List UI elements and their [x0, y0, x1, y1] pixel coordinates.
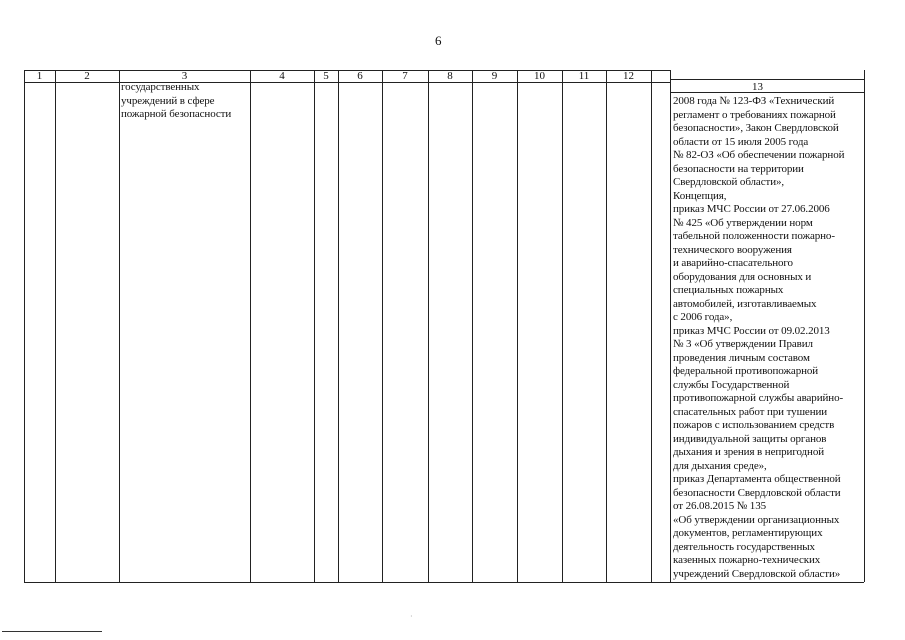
cell-line: № 425 «Об утверждении норм [673, 216, 813, 229]
cell-line: приказ МЧС России от 09.02.2013 [673, 324, 830, 337]
cell-line: Концепция, [673, 189, 727, 202]
cell-line: с 2006 года», [673, 311, 733, 323]
column-border [670, 70, 671, 582]
col13-header-top-border [670, 79, 864, 80]
cell-line: приказ МЧС России от 27.06.2006 [673, 203, 830, 215]
column-header-12: 12 [623, 70, 634, 82]
cell-line: безопасности», Закон Свердловской [673, 122, 839, 134]
cell-line: от 26.08.2015 № 135 [673, 500, 767, 512]
column-border [250, 70, 251, 582]
cell-line: табельной положенности пожарно- [673, 230, 835, 242]
column-border [119, 70, 120, 582]
cell-line: деятельность государственных [673, 540, 815, 553]
column-border [606, 70, 607, 582]
column-border [55, 70, 56, 582]
cell-line: документов, регламентирующих [673, 527, 823, 539]
column-border [864, 70, 865, 582]
cell-line: учреждений в сфере [121, 94, 215, 107]
cell-line: безопасности на территории [673, 162, 804, 175]
cell-line: для дыхания среде», [673, 459, 767, 472]
column-header-11: 11 [578, 70, 590, 82]
cell-line: проведения личным составом [673, 351, 810, 364]
cell-line: спасательных работ при тушении [673, 405, 828, 418]
cell-line: и аварийно-спасательного [673, 257, 793, 269]
column-header-6: 6 [357, 70, 363, 82]
page-number: 6 [435, 33, 442, 48]
cell-line: безопасности Свердловской области [673, 486, 841, 499]
cell-line: оборудования для основных и [673, 270, 812, 283]
cell-line: № 82-ОЗ «Об обеспечении пожарной [673, 149, 845, 161]
column-header-8: 8 [447, 70, 453, 82]
cell-line: индивидуальной защиты органов [673, 432, 827, 445]
data-table [24, 70, 864, 582]
cell-line: дыхания и зрения в непригодной [673, 446, 825, 458]
cell-line: автомобилей, изготавливаемых [673, 297, 817, 310]
column-header-2: 2 [84, 70, 90, 82]
column-header-9: 9 [491, 70, 498, 82]
column-header-4: 4 [279, 70, 285, 82]
cell-line: технического вооружения [673, 243, 792, 256]
column-header-1: 1 [36, 70, 43, 82]
cell-column-3 [121, 81, 231, 122]
cell-line: 2008 года № 123-ФЗ «Технический [673, 95, 835, 107]
column-border [651, 70, 652, 582]
column-border [428, 70, 429, 582]
cell-line: приказ Департамента общественной [673, 473, 841, 485]
column-border [314, 70, 315, 582]
column-header-3: 3 [181, 70, 188, 82]
column-header-10: 10 [534, 70, 545, 82]
column-header-13: 13 [752, 81, 763, 93]
footnote-divider [2, 631, 102, 632]
cell-line: специальных пожарных [673, 284, 784, 296]
cell-line: Свердловской области», [673, 176, 785, 188]
column-border [517, 70, 518, 582]
column-border [382, 70, 383, 582]
cell-line: № 3 «Об утверждении Правил [673, 338, 813, 350]
cell-line: пожарной безопасности [121, 108, 232, 120]
cell-line: государственных [121, 81, 200, 93]
column-border [338, 70, 339, 582]
column-border [24, 70, 25, 582]
cell-line: пожаров с использованием средств [673, 419, 835, 431]
cell-line: «Об утверждении организационных [673, 513, 840, 526]
table-bottom-border [24, 582, 864, 583]
cell-line: учреждений Свердловской области» [673, 567, 841, 580]
column-border [472, 70, 473, 582]
cell-line: казенных пожарно-технических [673, 554, 821, 566]
cell-line: федеральной противопожарной [673, 365, 819, 377]
column-header-7: 7 [402, 70, 408, 82]
column-header-5: 5 [323, 70, 329, 82]
cell-line: области от 15 июля 2005 года [673, 135, 809, 148]
cell-line: противопожарной службы аварийно- [673, 392, 844, 404]
column-border [562, 70, 563, 582]
cell-line: регламент о требованиях пожарной [673, 108, 836, 121]
cell-column-13 [673, 95, 844, 581]
cell-line: службы Государственной [673, 378, 790, 391]
scan-speck: · [410, 612, 413, 621]
